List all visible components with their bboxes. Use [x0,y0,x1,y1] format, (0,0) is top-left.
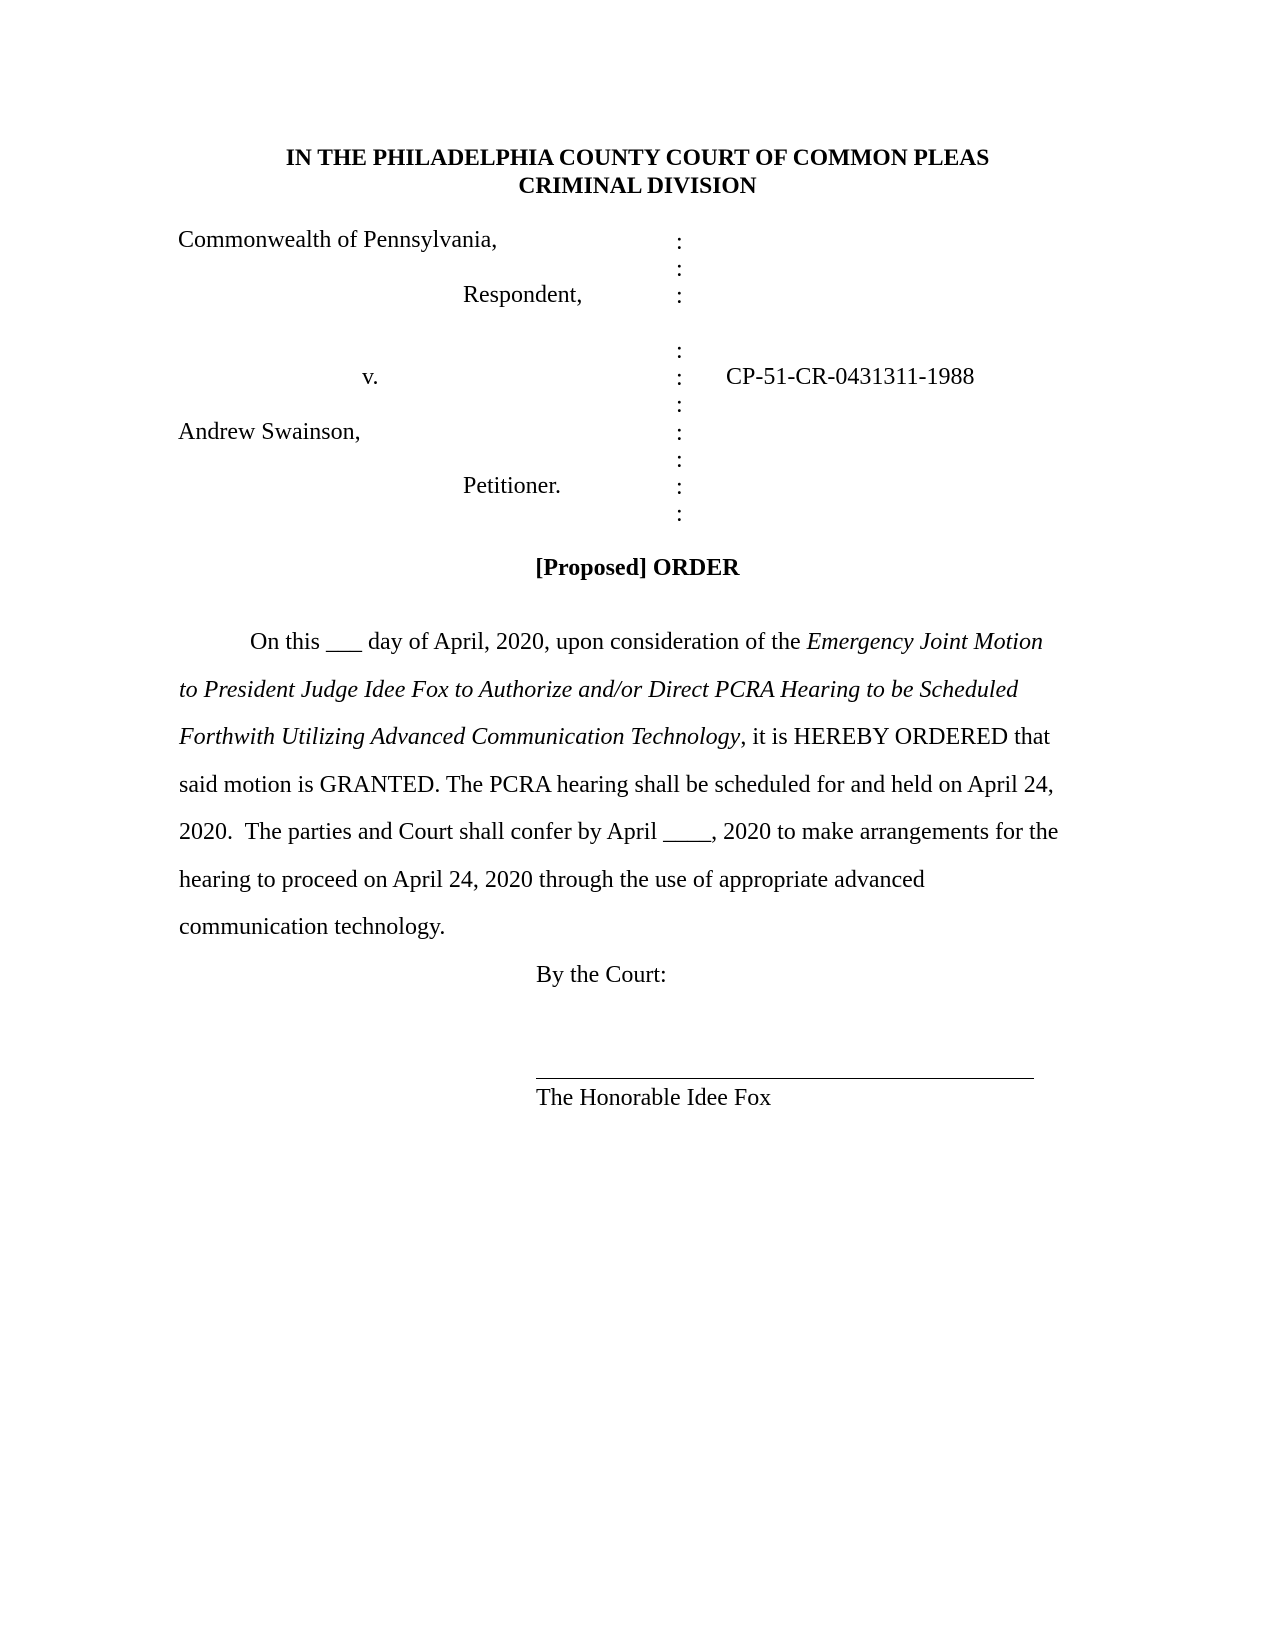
motion-title: Emergency Joint Motion [806,629,1043,655]
order-line-7: communication technology. [179,914,446,940]
order-line-2 [179,676,1018,704]
court-division: CRIMINAL DIVISION [518,173,757,199]
order-title: [Proposed] ORDER [535,555,740,581]
motion-title: to President Judge Idee Fox to Authorize and/or Direct PCRA Hearing to be Scheduled [179,677,1019,703]
case-number: CP-51-CR-0431311-1988 [726,364,975,390]
order-text: On this ___ day of April, 2020, upon consideration of the [250,629,807,655]
caption-colon: : [676,365,683,391]
order-line-3 [179,723,1050,751]
order-text: , it is HEREBY ORDERED that [740,724,1051,750]
caption-colon: : [676,474,683,500]
by-the-court: By the Court: [536,962,667,988]
party1-role: Respondent, [463,282,583,308]
caption-colon: : [676,447,683,473]
party2-name: Andrew Swainson, [178,419,361,445]
judge-name: The Honorable Idee Fox [536,1085,772,1111]
order-line-5: 2020. The parties and Court shall confer by April ____, 2020 to make arrangements for the [179,819,1059,845]
caption-colon: : [676,338,683,364]
motion-title: Forthwith Utilizing Advanced Communication Technology [179,724,741,750]
caption-colon: : [676,256,683,282]
caption-colon: : [676,501,683,527]
caption-colon: : [676,392,683,418]
order-line-6: hearing to proceed on April 24, 2020 through the use of appropriate advanced [179,867,925,893]
order-line-4: said motion is GRANTED. The PCRA hearing shall be scheduled for and held on April 24, [179,772,1054,798]
order-line-1 [250,628,1043,656]
versus: v. [362,364,379,390]
caption-colon: : [676,420,683,446]
party1-name: Commonwealth of Pennsylvania, [178,227,498,253]
court-name: IN THE PHILADELPHIA COUNTY COURT OF COMMON PLEAS [285,145,990,171]
caption-colon: : [676,229,683,255]
party2-role: Petitioner. [463,473,561,499]
caption-colon: : [676,283,683,309]
signature-line [536,1078,1034,1079]
